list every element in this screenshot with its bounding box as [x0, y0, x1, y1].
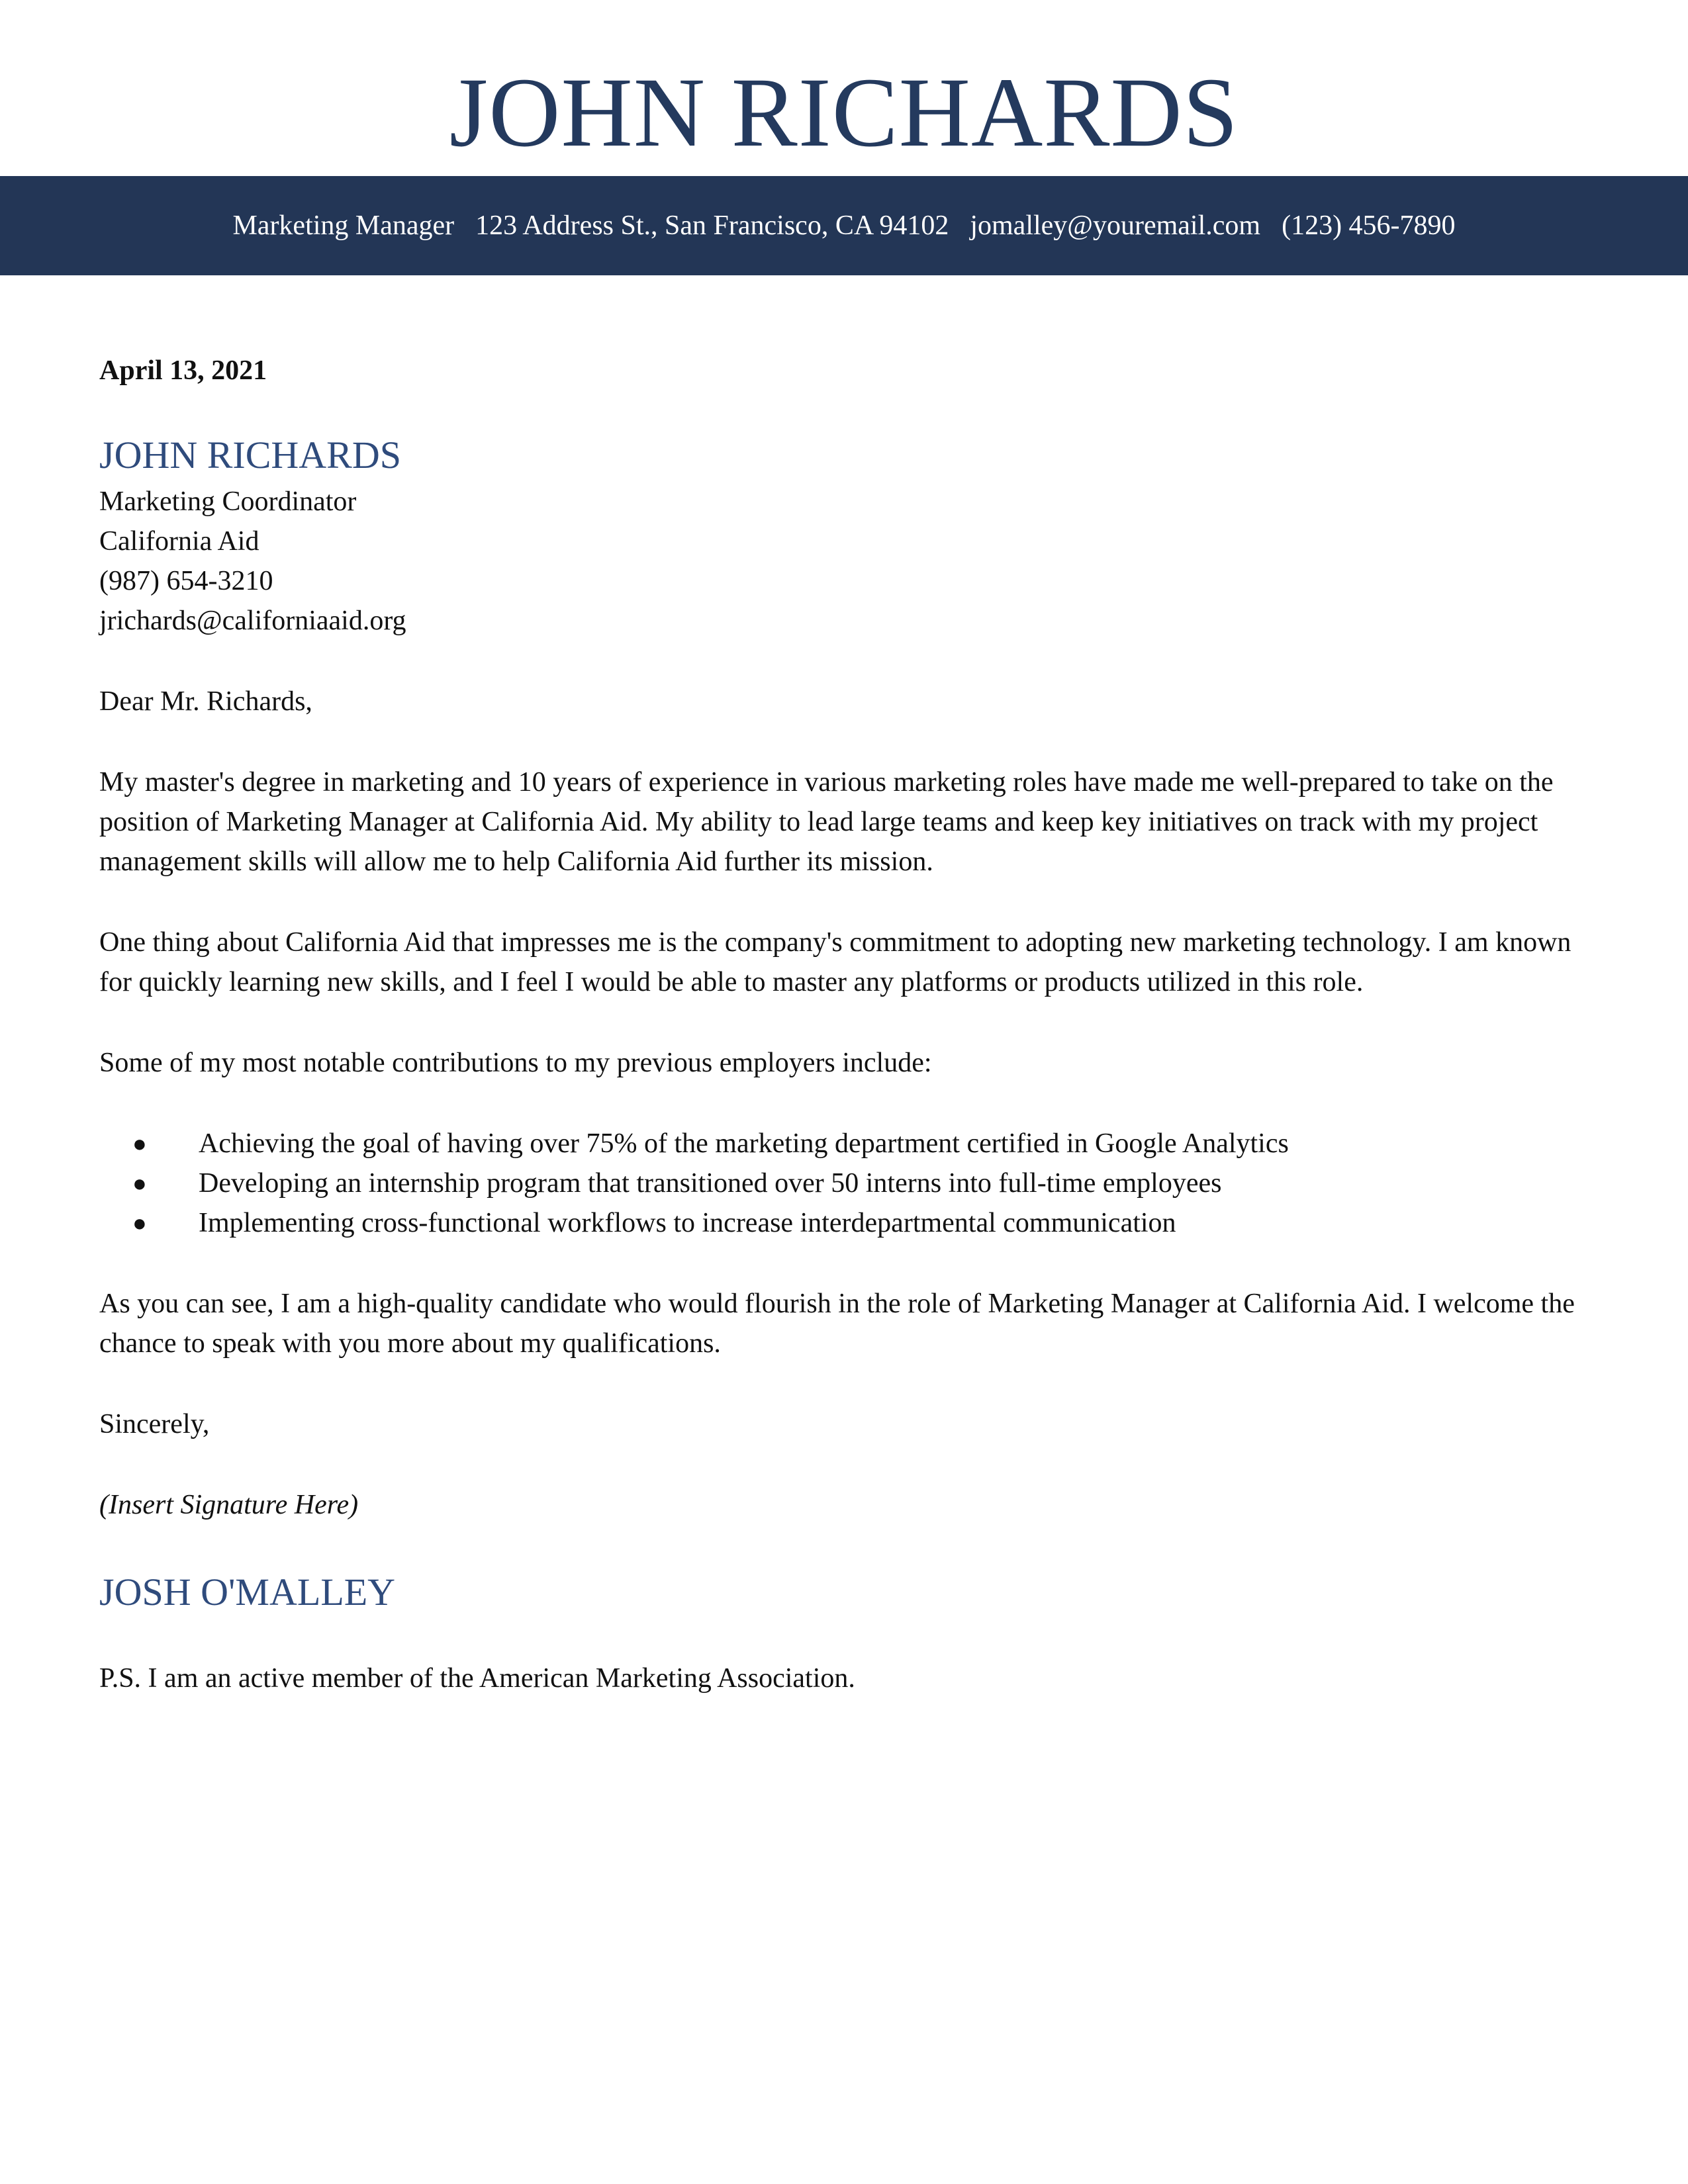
- recipient-email: jrichards@californiaaid.org: [99, 606, 406, 636]
- closing-paragraph: As you can see, I am a high-quality candidate who would flourish in the role of Marketing Manager at California Aid. I welcome the chance to speak with you more about my qualifications.: [99, 1289, 1575, 1359]
- recipient-name: JOHN RICHARDS: [99, 433, 402, 477]
- recipient-block: [99, 429, 1589, 641]
- contributions-list: [99, 1124, 1589, 1243]
- sender-name: JOSH O'MALLEY: [99, 1570, 396, 1614]
- body-paragraph: My master's degree in marketing and 10 years of experience in various marketing roles have made me well-prepared to take on the position of Marketing Manager at California Aid. My ability to lead large teams and keep key initiatives on track with my project management skills will allow me to help California Aid further its mission.: [99, 767, 1554, 877]
- list-item: ● Achieving the goal of having over 75% of the marketing department certified in Google Analytics: [99, 1124, 1589, 1163]
- body-paragraph: Some of my most notable contributions to my previous employers include:: [99, 1048, 932, 1078]
- sign-off: Sincerely,: [99, 1409, 210, 1439]
- header-name: JOHN RICHARDS: [449, 58, 1239, 167]
- list-item: ● Implementing cross-functional workflows to increase interdepartmental communication: [99, 1203, 1589, 1243]
- letter-date: April 13, 2021: [99, 355, 267, 386]
- body-paragraph: One thing about California Aid that impresses me is the company's commitment to adopting new marketing technology. I am known for quickly learning new skills, and I feel I would be able to master any platforms or products utilized in this role.: [99, 927, 1571, 997]
- signature-placeholder: (Insert Signature Here): [99, 1490, 359, 1520]
- salutation: Dear Mr. Richards,: [99, 686, 312, 717]
- letter-body: [99, 351, 1589, 1739]
- header-address: 123 Address St., San Francisco, CA 94102: [475, 210, 949, 241]
- list-item: ● Developing an internship program that transitioned over 50 interns into full-time employees: [99, 1163, 1589, 1203]
- recipient-phone: (987) 654-3210: [99, 566, 273, 596]
- header-phone: (123) 456-7890: [1282, 210, 1456, 241]
- header-email: jomalley@youremail.com: [970, 210, 1261, 241]
- contact-bar: [0, 176, 1688, 275]
- header-job-title: Marketing Manager: [232, 210, 455, 241]
- postscript: P.S. I am an active member of the American Marketing Association.: [99, 1663, 855, 1694]
- recipient-company: California Aid: [99, 526, 259, 557]
- recipient-title: Marketing Coordinator: [99, 486, 357, 517]
